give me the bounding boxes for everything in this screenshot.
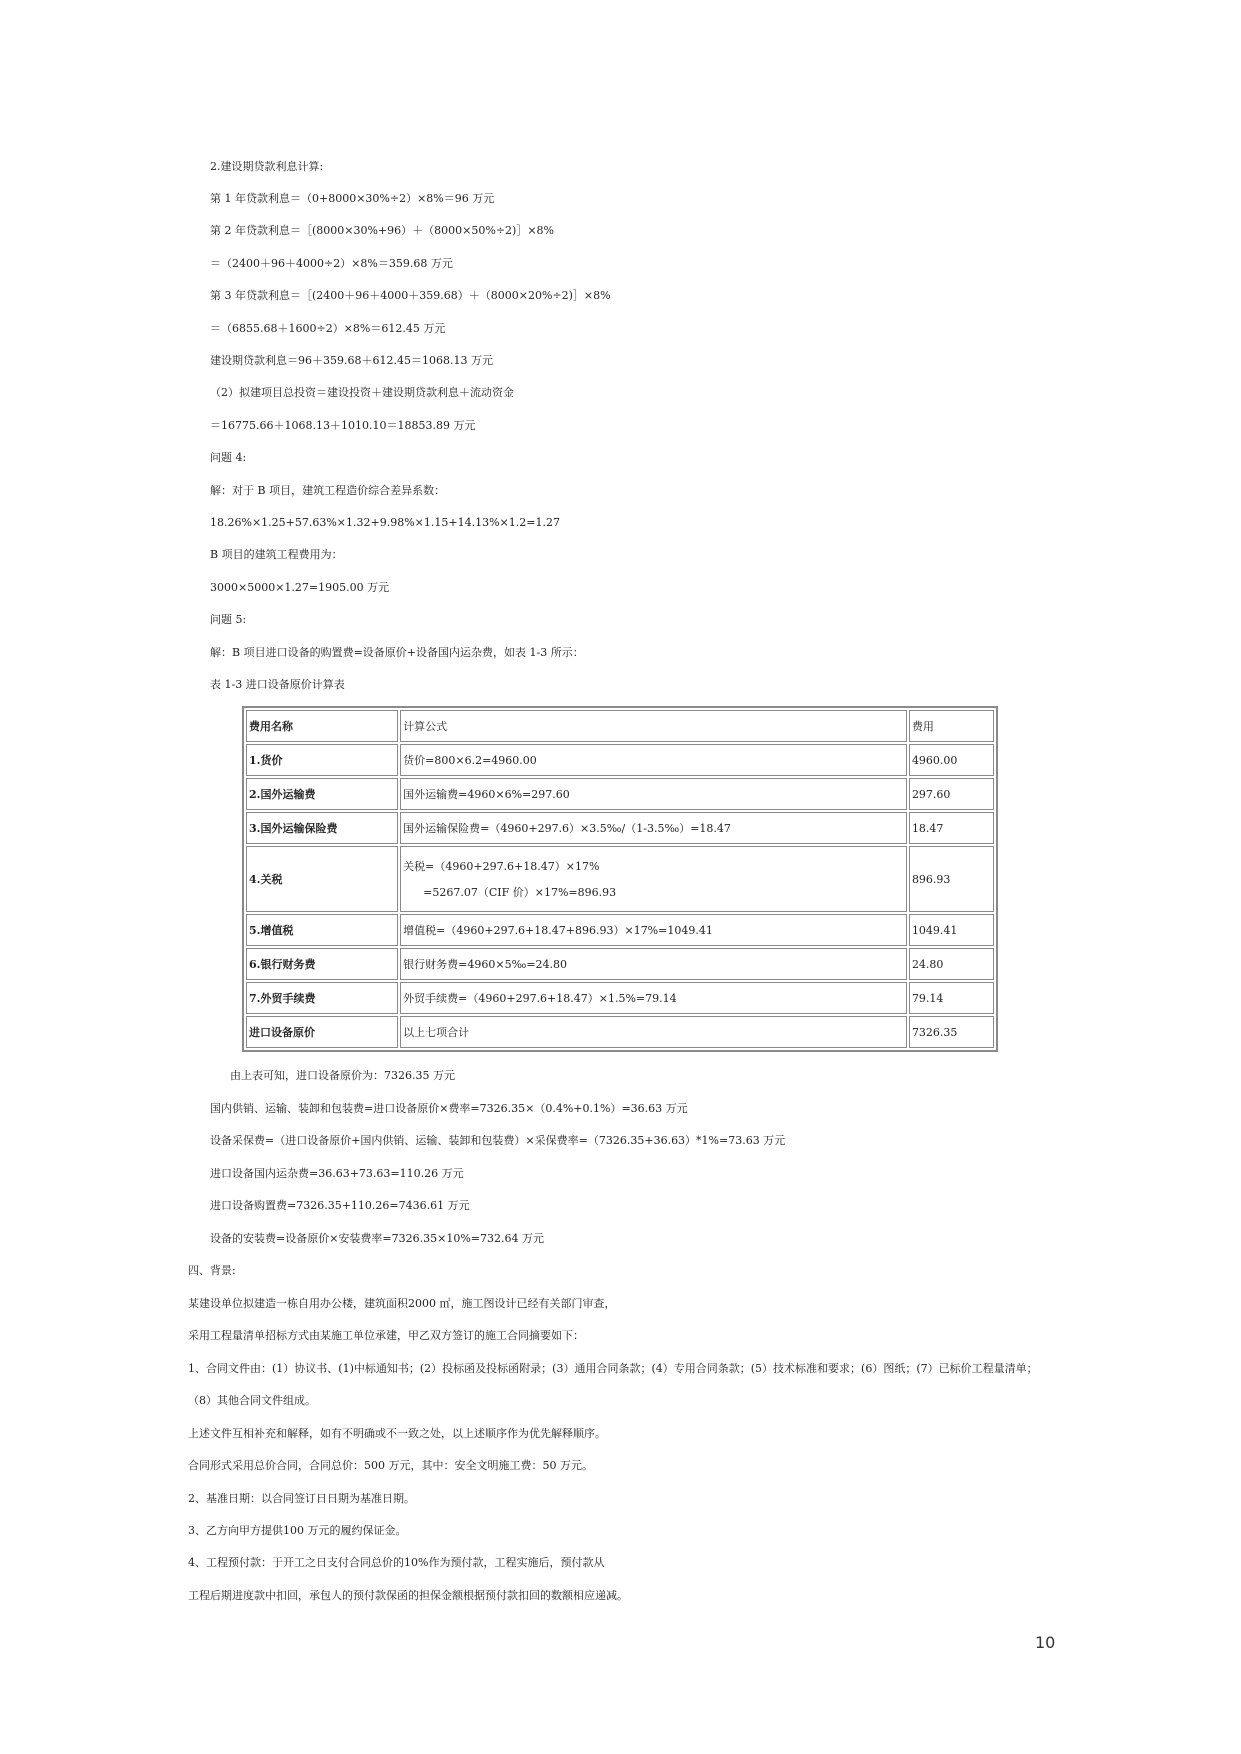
text-line: 工程后期进度款中扣回，承包人的预付款保函的担保金额根据预付款扣回的数额相应递减。 <box>188 1589 628 1602</box>
heading-question-5: 问题 5: <box>210 613 247 626</box>
heading-question-4: 问题 4: <box>210 451 247 464</box>
text-line: 进口设备购置费=7326.35+110.26=7436.61 万元 <box>210 1199 470 1212</box>
table-cell-cost: 896.93 <box>909 846 994 912</box>
text-line: 4、工程预付款：于开工之日支付合同总价的10%作为预付款，工程实施后，预付款从 <box>188 1556 605 1569</box>
text-line: ＝（2400＋96＋4000÷2）×8%＝359.68 万元 <box>210 257 453 270</box>
table-cell-cost: 24.80 <box>909 948 994 980</box>
table-caption: 表 1-3 进口设备原价计算表 <box>210 678 345 691</box>
text-line: 设备采保费=（进口设备原价+国内供销、运输、装卸和包装费）×采保费率=（7326.35+36.63）*1%=73.63 万元 <box>210 1134 786 1147</box>
text-line: 第 2 年贷款利息＝［(8000×30%+96）＋（8000×50%÷2)］×8% <box>210 224 554 237</box>
table-cell-formula: 外贸手续费=（4960+297.6+18.47）×1.5%=79.14 <box>400 982 907 1014</box>
table-cell-name: 6.银行财务费 <box>246 948 398 980</box>
text-line: 上述文件互相补充和解释，如有不明确或不一致之处，以上述顺序作为优先解释顺序。 <box>188 1427 606 1440</box>
table-header-cell: 费用名称 <box>246 710 398 742</box>
text-line: （8）其他合同文件组成。 <box>188 1394 316 1407</box>
table-cell-name: 3.国外运输保险费 <box>246 812 398 844</box>
text-line: 建设期贷款利息＝96＋359.68＋612.45＝1068.13 万元 <box>210 354 493 367</box>
table-cell-cost: 297.60 <box>909 778 994 810</box>
import-equipment-cost-table <box>242 706 998 1052</box>
text-line: 国内供销、运输、装卸和包装费=进口设备原价×费率=7326.35×（0.4%+0.1%）=36.63 万元 <box>210 1102 688 1115</box>
table-cell-formula: 以上七项合计 <box>400 1016 907 1048</box>
table-row <box>246 812 994 844</box>
table-cell-cost: 79.14 <box>909 982 994 1014</box>
table-cell-cost: 7326.35 <box>909 1016 994 1048</box>
text-line: 采用工程量清单招标方式由某施工单位承建，甲乙双方签订的施工合同摘要如下： <box>188 1329 584 1342</box>
text-line: 进口设备国内运杂费=36.63+73.63=110.26 万元 <box>210 1167 464 1180</box>
table-cell-formula: 国外运输费=4960×6%=297.60 <box>400 778 907 810</box>
table-cell-name: 1.货价 <box>246 744 398 776</box>
text-line: 3000×5000×1.27=1905.00 万元 <box>210 581 390 594</box>
text-line: ＝16775.66＋1068.13＋1010.10＝18853.89 万元 <box>210 419 476 432</box>
text-line: 第 3 年贷款利息＝［(2400＋96＋4000＋359.68）＋（8000×20%÷2)］×8% <box>210 289 611 302</box>
table-cell-cost: 18.47 <box>909 812 994 844</box>
text-line: 3、乙方向甲方提供100 万元的履约保证金。 <box>188 1524 407 1537</box>
table-cell-name: 2.国外运输费 <box>246 778 398 810</box>
table-row <box>246 914 994 946</box>
text-line: B 项目的建筑工程费用为： <box>210 548 343 561</box>
table-row <box>246 846 994 912</box>
table-cell-formula: 国外运输保险费=（4960+297.6）×3.5‰/（1-3.5‰）=18.47 <box>400 812 907 844</box>
table-header-cell: 计算公式 <box>400 710 907 742</box>
table-cell-formula: 增值税=（4960+297.6+18.47+896.93）×17%=1049.41 <box>400 914 907 946</box>
text-line: 第 1 年贷款利息＝（0+8000×30%÷2）×8%＝96 万元 <box>210 192 495 205</box>
formula-line: =5267.07（CIF 价）×17%=896.93 <box>423 886 617 899</box>
text-line: 设备的安装费=设备原价×安装费率=7326.35×10%=732.64 万元 <box>210 1232 545 1245</box>
text-line: 解：B 项目进口设备的购置费=设备原价+设备国内运杂费，如表 1-3 所示： <box>210 646 584 659</box>
table-row <box>246 744 994 776</box>
table-cell-name: 7.外贸手续费 <box>246 982 398 1014</box>
table-row <box>246 948 994 980</box>
table-header-row <box>246 710 994 742</box>
text-line: 某建设单位拟建造一栋自用办公楼，建筑面积2000 ㎡，施工图设计已经有关部门审查， <box>188 1297 616 1310</box>
text-line: 1、合同文件由：(1）协议书、(1)中标通知书；(2）投标函及投标函附录；(3）通用合同条款；(4）专用合同条款；(5）技术标准和要求；(6）图纸；(7）已标价工程量清单； <box>188 1362 1038 1375</box>
table-row <box>246 1016 994 1048</box>
text-line: （2）拟建项目总投资＝建设投资＋建设期贷款利息＋流动资金 <box>210 386 514 399</box>
table-row <box>246 982 994 1014</box>
text-line: 2、基准日期：以合同签订日日期为基准日期。 <box>188 1492 415 1505</box>
page-number: 10 <box>1035 1633 1056 1652</box>
table-cell-name: 4.关税 <box>246 846 398 912</box>
table-cell-cost: 4960.00 <box>909 744 994 776</box>
table-cell-name: 5.增值税 <box>246 914 398 946</box>
text-line: 解：对于 B 项目，建筑工程造价综合差异系数： <box>210 484 446 497</box>
table-cell-cost: 1049.41 <box>909 914 994 946</box>
text-line: 18.26%×1.25+57.63%×1.32+9.98%×1.15+14.13%×1.2=1.27 <box>210 516 560 529</box>
text-line: 由上表可知，进口设备原价为：7326.35 万元 <box>230 1069 455 1082</box>
table-header-cell: 费用 <box>909 710 994 742</box>
formula-line: 关税=（4960+297.6+18.47）×17% <box>403 860 600 873</box>
table-cell-formula: 货价=800×6.2=4960.00 <box>400 744 907 776</box>
text-line: 2.建设期贷款利息计算: <box>210 160 324 173</box>
table-cell-formula: 银行财务费=4960×5‰=24.80 <box>400 948 907 980</box>
table-row <box>246 778 994 810</box>
text-line: 合同形式采用总价合同，合同总价：500 万元，其中：安全文明施工费：50 万元。 <box>188 1459 593 1472</box>
table-cell-formula <box>400 846 907 912</box>
section-heading: 四、背景: <box>188 1264 236 1277</box>
text-line: ＝（6855.68＋1600÷2）×8%＝612.45 万元 <box>210 322 446 335</box>
table-cell-name: 进口设备原价 <box>246 1016 398 1048</box>
